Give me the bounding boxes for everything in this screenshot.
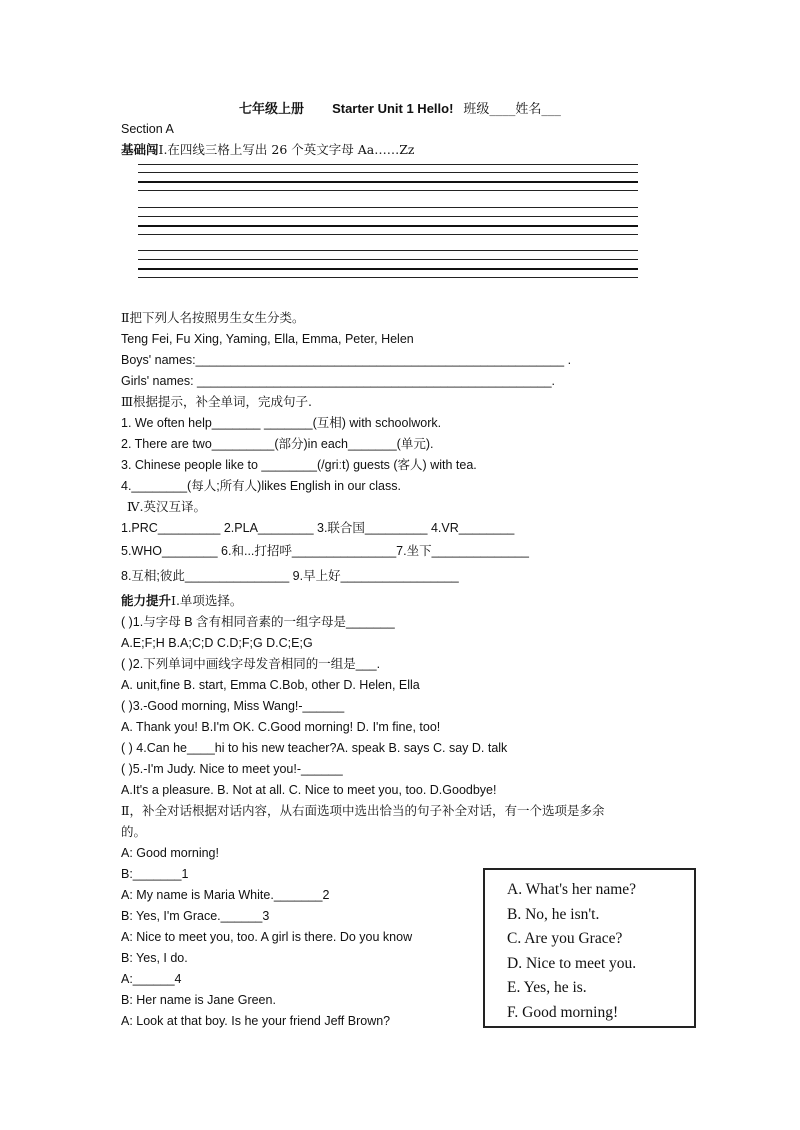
grade-title: 七年级上册 bbox=[239, 102, 305, 117]
q3-item[interactable]: 1. We often help_______ _______(互相) with schoolwork. bbox=[121, 416, 442, 430]
option-b: B. No, he isn't. bbox=[507, 905, 600, 923]
option-e: E. Yes, he is. bbox=[507, 979, 587, 996]
dialog-line[interactable]: B:_______1 bbox=[121, 867, 189, 881]
q3-item[interactable]: 3. Chinese people like to ________(/griːt) guests (客人) with tea. bbox=[121, 458, 477, 472]
option-d: D. Nice to meet you. bbox=[507, 954, 637, 972]
class-name-field: 班级____姓名___ bbox=[463, 102, 561, 117]
q4-row[interactable]: 8.互相;彼此_______________ 9.早上好_________________ bbox=[121, 569, 459, 583]
girls-names-field[interactable]: Girls' names: ___________________________________________________. bbox=[121, 374, 556, 388]
option-f: F. Good morning! bbox=[507, 1003, 619, 1021]
advanced-task1 bbox=[121, 593, 242, 609]
boys-names-field[interactable]: Boys' names:_____________________________________________________ . bbox=[121, 353, 572, 367]
dialog-line: A: Look at that boy. Is he your friend Jeff Brown? bbox=[121, 1014, 391, 1028]
section-label: Section A bbox=[121, 122, 174, 136]
mc-line[interactable]: ( )5.-I'm Judy. Nice to meet you!-______ bbox=[121, 762, 343, 776]
unit-title: Starter Unit 1 Hello! bbox=[332, 101, 454, 116]
task2-instruction-cont: 的。 bbox=[121, 824, 147, 839]
task3-title: Ⅲ根据提示，补全单词，完成句子. bbox=[121, 394, 313, 409]
q3-item[interactable]: 4.________(每人;所有人)likes English in our class. bbox=[121, 479, 401, 493]
mc-line: A.It's a pleasure. B. Not at all. C. Nice to meet you, too. D.Goodbye! bbox=[121, 783, 497, 797]
basic-task1-text: I.在四线三格上写出 26 个英文字母 Aa……Zz bbox=[158, 142, 415, 157]
basic-task1 bbox=[121, 142, 415, 158]
basic-tag: 基础闯 bbox=[121, 142, 159, 157]
mc-line[interactable]: ( ) 4.Can he____hi to his new teacher?A. speak B. says C. say D. talk bbox=[121, 741, 508, 755]
q4-row[interactable]: 5.WHO________ 6.和...打招呼_______________7.坐下______________ bbox=[121, 544, 529, 558]
mc-line: A.E;F;H B.A;C;D C.D;F;G D.C;E;G bbox=[121, 636, 313, 650]
dialog-line[interactable]: B: Yes, I'm Grace.______3 bbox=[121, 909, 270, 923]
mc-line[interactable]: ( )1.与字母 B 含有相同音素的一组字母是_______ bbox=[121, 615, 395, 629]
task2-title: Ⅱ把下列人名按照男生女生分类。 bbox=[121, 310, 305, 325]
q4-row[interactable]: 1.PRC_________ 2.PLA________ 3.联合国_________ 4.VR________ bbox=[121, 521, 515, 535]
dialog-line[interactable]: A:______4 bbox=[121, 972, 182, 986]
mc-line: A. Thank you! B.I'm OK. C.Good morning! D. I'm fine, too! bbox=[121, 720, 441, 734]
advanced-task1-text: I.单项选择。 bbox=[171, 593, 243, 608]
options-box bbox=[483, 868, 696, 1028]
names-list: Teng Fei, Fu Xing, Yaming, Ella, Emma, Peter, Helen bbox=[121, 332, 414, 346]
task2-instruction: Ⅱ，补全对话根据对话内容，从右面选项中选出恰当的句子补全对话，有一个选项是多余 bbox=[121, 803, 605, 818]
dialog-line: A: Good morning! bbox=[121, 846, 219, 860]
dialog-line: B: Her name is Jane Green. bbox=[121, 993, 276, 1007]
task4-title: Ⅳ.英汉互译。 bbox=[127, 499, 206, 514]
option-a: A. What's her name? bbox=[507, 881, 637, 898]
mc-line: A. unit,fine B. start, Emma C.Bob, other D. Helen, Ella bbox=[121, 678, 420, 692]
mc-line[interactable]: ( )2.下列单词中画线字母发音相同的一组是___. bbox=[121, 657, 381, 671]
four-line-grid[interactable] bbox=[138, 164, 638, 284]
advanced-tag: 能力提升 bbox=[121, 593, 172, 608]
page-title bbox=[0, 98, 800, 117]
q3-item[interactable]: 2. There are two_________(部分)in each_______(单元). bbox=[121, 437, 434, 451]
dialog-line: A: Nice to meet you, too. A girl is there. Do you know bbox=[121, 930, 413, 944]
dialog-line[interactable]: A: My name is Maria White._______2 bbox=[121, 888, 330, 902]
dialog-line: B: Yes, I do. bbox=[121, 951, 188, 965]
mc-line[interactable]: ( )3.-Good morning, Miss Wang!-______ bbox=[121, 699, 345, 713]
option-c: C. Are you Grace? bbox=[507, 930, 623, 947]
